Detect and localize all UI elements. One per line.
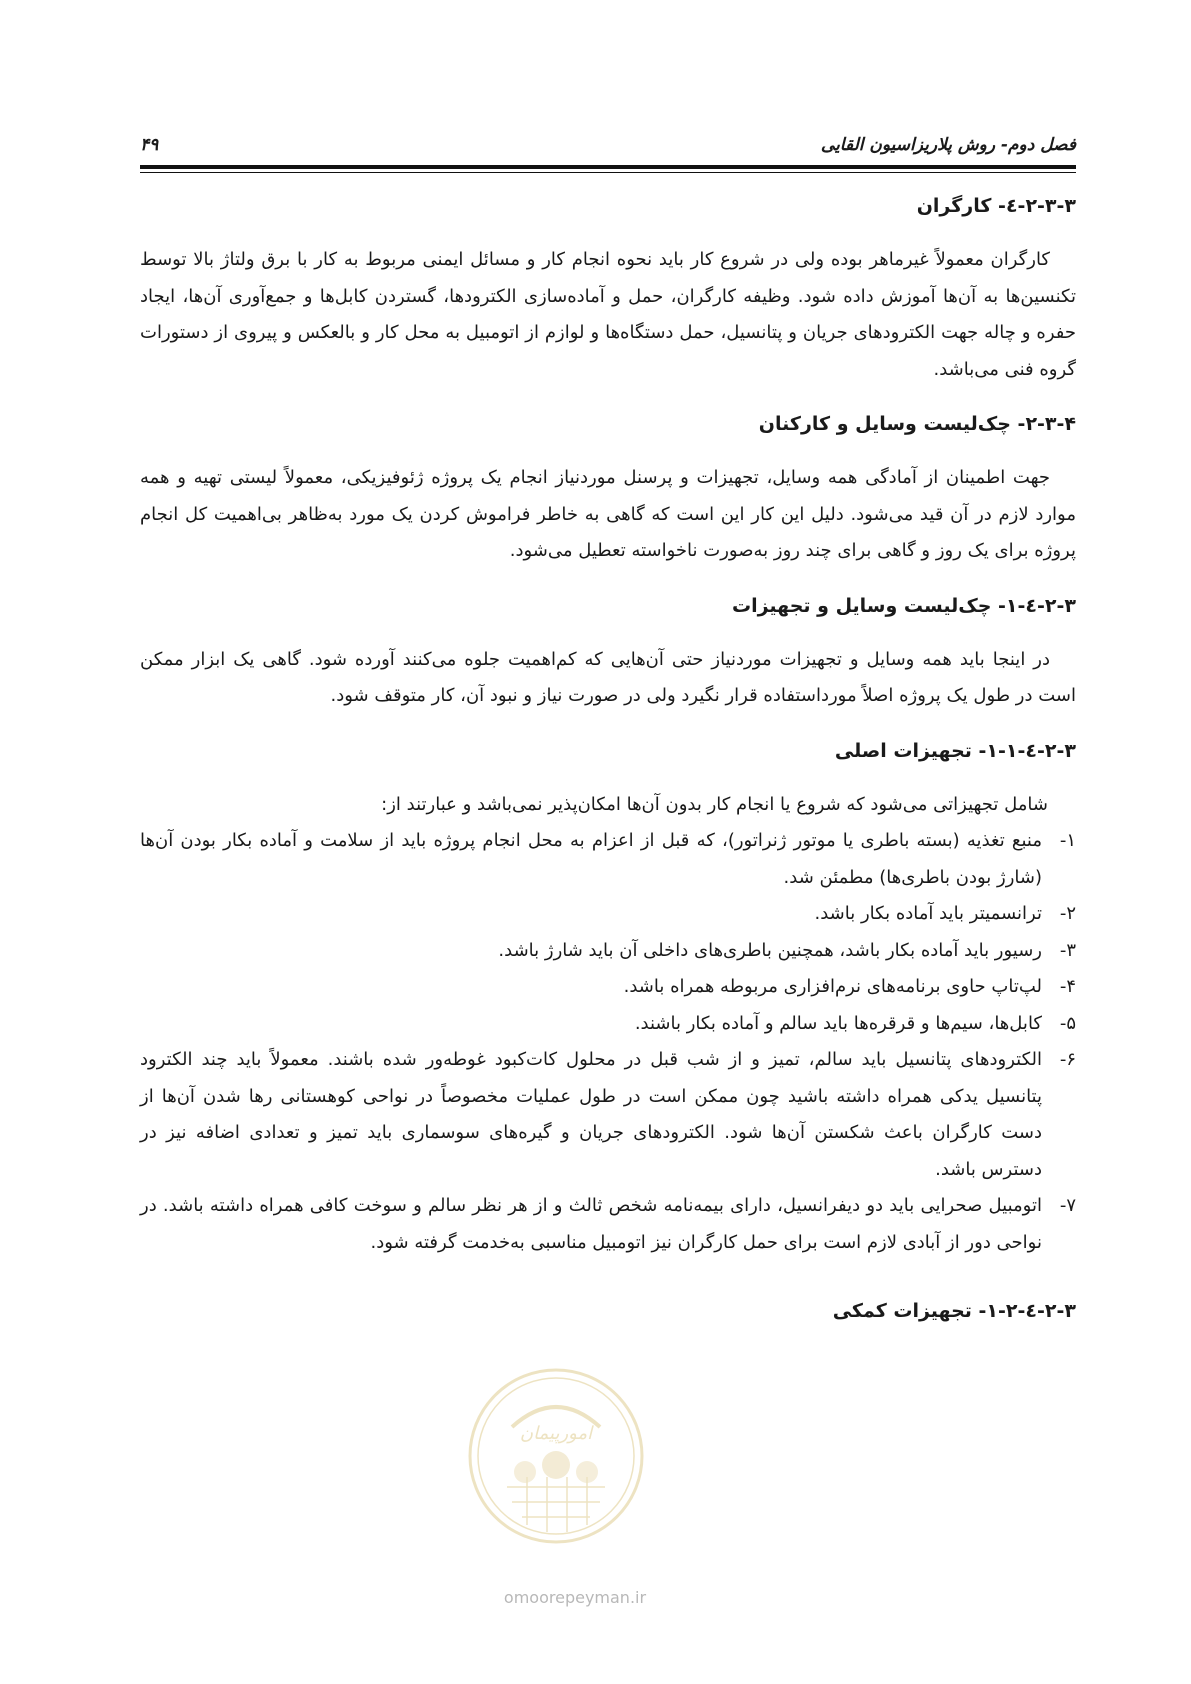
section-heading-checklist: ۲-۳-۴- چک‌لیست وسایل و کارکنان	[758, 413, 1076, 435]
list-item-marker: ۵-	[1059, 1012, 1076, 1034]
list-item	[140, 933, 1076, 970]
header-rule-thin	[140, 172, 1076, 173]
list-item-marker: ۳-	[1059, 939, 1076, 961]
list-item	[140, 823, 1076, 896]
list-item-text: منبع تغذیه (بسته باطری یا موتور ژنراتور)، که قبل از اعزام به محل انجام پروژه باید از سلامت و آماده بکار بودن آن‌ها (شارژ بودن باطری‌ها) مطمئن شد.	[140, 830, 1042, 888]
section-heading-workers: ۲-۳-۳-٤- کارگران	[916, 195, 1076, 217]
paragraph-main-equipment-intro: شامل تجهیزاتی می‌شود که شروع یا انجام کار بدون آن‌ها امکان‌پذیر نمی‌باشد و عبارتند از:	[381, 793, 1048, 815]
list-item-text: لپ‌تاپ حاوی برنامه‌های نرم‌افزاری مربوطه همراه باشد.	[623, 976, 1042, 997]
running-header	[140, 128, 1076, 162]
section-heading-equipment-checklist: ۲-۳-٤-۱- چک‌لیست وسایل و تجهیزات	[731, 594, 1076, 617]
list-item-marker: ۶-	[1059, 1049, 1076, 1070]
list-item	[140, 1006, 1076, 1043]
list-item	[140, 969, 1076, 1006]
list-item	[140, 1042, 1076, 1188]
list-item-marker: ۷-	[1059, 1195, 1076, 1216]
list-item-text: کابل‌ها، سیم‌ها و قرقره‌ها باید سالم و آماده بکار باشند.	[634, 1012, 1042, 1034]
watermark-seal-text: امورپیمان	[519, 1423, 593, 1444]
list-item-marker: ۴-	[1059, 976, 1076, 997]
watermark-seal-icon	[467, 1367, 645, 1545]
list-item-text: ترانسمیتر باید آماده بکار باشد.	[814, 903, 1042, 924]
page-number: ۴۹	[140, 135, 159, 155]
main-equipment-list	[140, 823, 1076, 1261]
list-item-text: رسیور باید آماده بکار باشد، همچنین باطری‌های داخلی آن باید شارژ باشد.	[498, 939, 1042, 961]
list-item	[140, 896, 1076, 933]
paragraph-checklist: جهت اطمینان از آمادگی همه وسایل، تجهیزات و پرسنل موردنیاز انجام یک پروژه ژئوفیزیکی، معمولاً لیستی تهیه و همه موارد لازم در آن قید می‌شود. دلیل این کار این است که گاهی به خاطر فراموش کردن یک مورد به‌ظاهر بی‌اهمیت کل انجام پروژه برای یک روز و گاهی برای چند روز به‌صورت ناخواسته تعطیل می‌شود.	[140, 467, 1076, 561]
list-item	[140, 1188, 1076, 1261]
page-body	[140, 186, 1076, 1331]
list-item-text: اتومبیل صحرایی باید دو دیفرانسیل، دارای بیمه‌نامه شخص ثالث و از هر نظر سالم و سوخت کافی همراه داشته باشد. در نواحی دور از آبادی لازم است برای حمل کارگران نیز اتومبیل مناسبی به‌خدمت گرفته شود.	[140, 1195, 1042, 1253]
section-heading-main-equipment: ۲-۳-٤-۱-۱- تجهیزات اصلی	[834, 739, 1076, 762]
chapter-title: فصل دوم- روش پلاریزاسیون القایی	[820, 135, 1076, 155]
watermark-site: omoorepeyman.ir	[503, 1588, 647, 1607]
list-item-marker: ۱-	[1059, 830, 1076, 851]
header-rule-thick	[140, 165, 1076, 169]
section-heading-auxiliary-equipment: ۲-۳-٤-۱-۲- تجهیزات کمکی	[832, 1300, 1076, 1322]
paragraph-equipment-checklist: در اینجا باید همه وسایل و تجهیزات موردنیاز حتی آن‌هایی که کم‌اهمیت جلوه می‌کنند آورده شود. گاهی یک ابزار ممکن است در طول یک پروژه اصلاً مورداستفاده قرار نگیرد ولی در صورت نیاز و نبود آن، کار متوقف شود.	[140, 648, 1076, 706]
paragraph-workers: کارگران معمولاً غیرماهر بوده ولی در شروع کار باید نحوه انجام کار و مسائل ایمنی مربوط به کار با برق ولتاژ بالا توسط تکنسین‌ها به آن‌ها آموزش داده شود. وظیفه کارگران، حمل و آماده‌سازی الکترودها، گستردن کابل‌ها و جمع‌آوری آن‌ها، ایجاد حفره و چاله جهت الکترودهای جریان و پتانسیل، حمل دستگاه‌ها و لوازم از اتومبیل به محل کار و بالعکس و پیروی از دستورات گروه فنی می‌باشد.	[140, 249, 1076, 380]
list-item-marker: ۲-	[1059, 903, 1076, 924]
list-item-text: الکترودهای پتانسیل باید سالم، تمیز و از شب قبل در محلول کات‌کبود غوطه‌ور شده باشند. معمولاً باید چند الکترود پتانسیل یدکی همراه داشته باشید چون ممکن است در طول عملیات مخصوصاً در نواحی کوهستانی رها شدن آن‌ها از دست کارگران باعث شکستن آن‌ها شود. الکترودهای جریان و گیره‌های سوسماری باید تمیز و تعدادی اضافه نیز در دسترس باشد.	[140, 1049, 1042, 1180]
